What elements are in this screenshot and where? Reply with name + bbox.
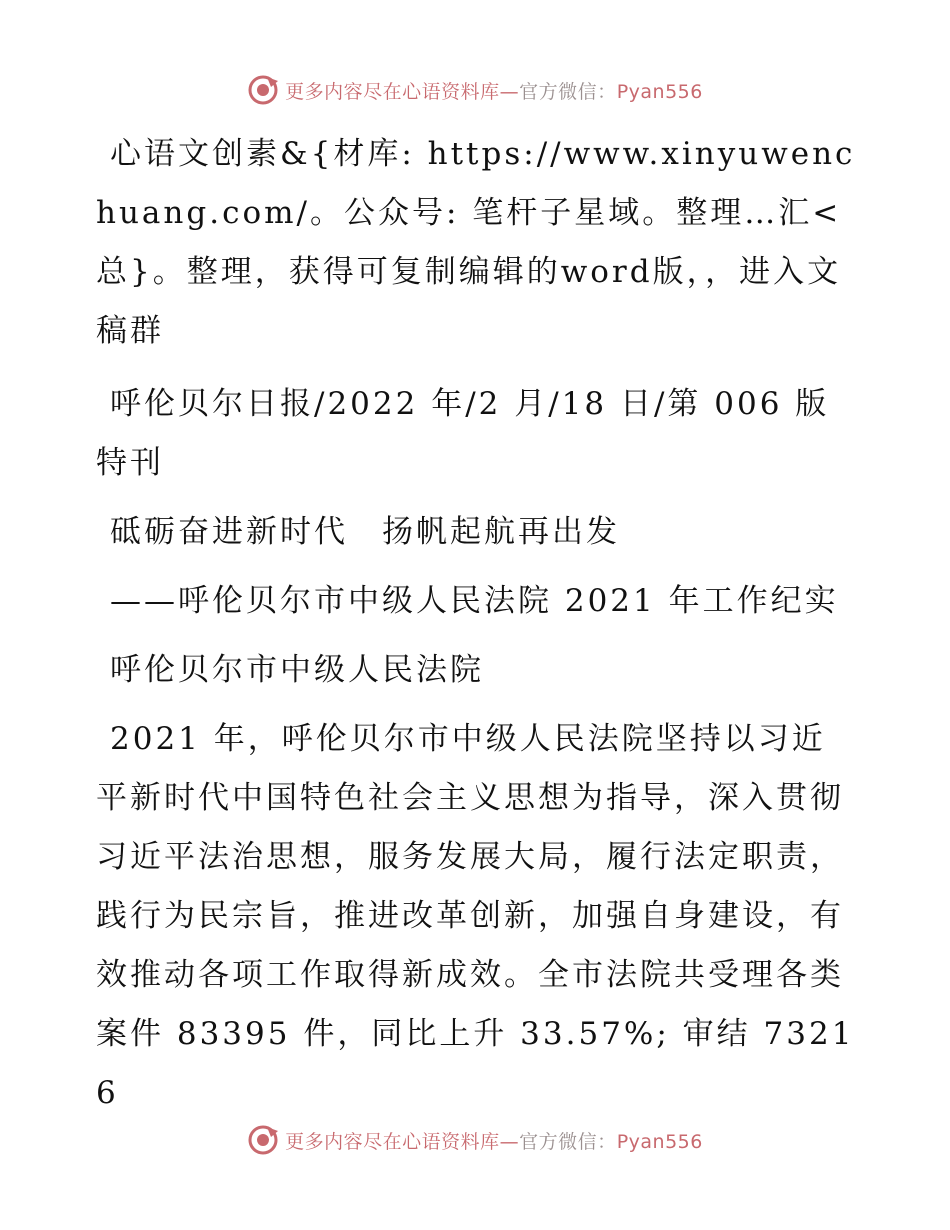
headline: 砥砺奋进新时代 扬帆起航再出发 — [110, 514, 620, 550]
author-line: 呼伦贝尔市中级人民法院 — [110, 652, 484, 688]
watermark-header — [0, 70, 950, 110]
source-line: 呼伦贝尔日报/2022 年/2 月/18 日/第 006 版特刊 — [96, 386, 830, 481]
brand-logo-icon — [247, 73, 281, 107]
watermark-text: 更多内容尽在心语资料库—官方微信：Pyan556 — [285, 80, 703, 103]
document-body — [96, 125, 856, 1123]
watermark-footer — [0, 1120, 950, 1160]
body-paragraph: 2021 年，呼伦贝尔市中级人民法院坚持以习近平新时代中国特色社会主义思想为指导，深入贯彻习近平法治思想，服务发展大局，履行法定职责，践行为民宗旨，推进改革创新，加强自身建设，有效推动各项工作取得新成效。全市法院共受理各类案件 83395 件，同比上升 33.57%; 审结 73216 — [96, 721, 855, 1111]
intro-paragraph: 心语文创素&{材库: https://www.xinyuwenchuang.com/。公众号: 笔杆子星域。整理…汇<总}。整理，获得可复制编辑的word版，，进入文稿群 — [96, 136, 856, 349]
watermark-text: 更多内容尽在心语资料库—官方微信：Pyan556 — [285, 1130, 703, 1153]
brand-logo-icon — [247, 1123, 281, 1157]
subheadline: ——呼伦贝尔市中级人民法院 2021 年工作纪实 — [110, 583, 839, 619]
